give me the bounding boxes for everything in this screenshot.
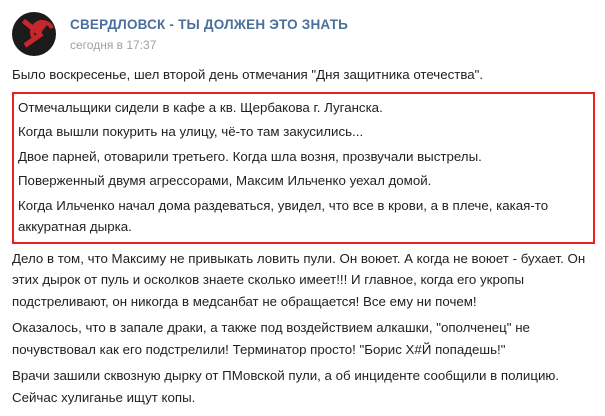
post-body xyxy=(0,64,605,408)
post-timestamp[interactable]: сегодня в 17:37 xyxy=(70,37,157,52)
post-paragraph-highlighted: Когда Ильченко начал дома раздеваться, увидел, что все в крови, а в плече, какая-то аккуратная дырка. xyxy=(18,197,549,235)
post-paragraph-highlighted: Двое парней, отоварили третьего. Когда шла возня, прозвучали выстрелы. xyxy=(18,148,482,164)
post-paragraph: Оказалось, что в запале драки, а также под воздействием алкашки, "ополченец" не почувствовал как его подстрелили! Терминатор просто! "Борис Х#Й попадешь!" xyxy=(12,320,530,357)
post-paragraph-highlighted: Поверженный двумя агрессорами, Максим Ильченко уехал домой. xyxy=(18,173,432,189)
highlighted-region xyxy=(12,92,595,244)
post-paragraph: Дело в том, что Максиму не привыкать ловить пули. Он воюет. А когда не воюет - бухает. Он этих дырок от пуль и осколков знаете сколько имеет!!! И главное, когда его укропы подстреливают, он никогда в медсанбат не обращается! Все ему ни почем! xyxy=(12,250,586,309)
post-header xyxy=(0,0,605,64)
group-name-link[interactable]: СВЕРДЛОВСК - ТЫ ДОЛЖЕН ЭТО ЗНАТЬ xyxy=(70,16,349,32)
post-paragraph-highlighted: Когда вышли покурить на улицу, чё-то там закусились... xyxy=(18,124,364,140)
post-paragraph-highlighted: Отмечальщики сидели в кафе а кв. Щербакова г. Луганска. xyxy=(18,99,383,115)
post-paragraph: Врачи зашили сквозную дырку от ПМовской пули, а об инциденте сообщили в полицию. Сейчас хулиганье ищут копы. xyxy=(12,368,560,405)
avatar[interactable] xyxy=(12,12,56,56)
post-header-text xyxy=(70,17,348,52)
post-paragraph: Было воскресенье, шел второй день отмечания "Дня защитника отечества". xyxy=(12,67,484,82)
